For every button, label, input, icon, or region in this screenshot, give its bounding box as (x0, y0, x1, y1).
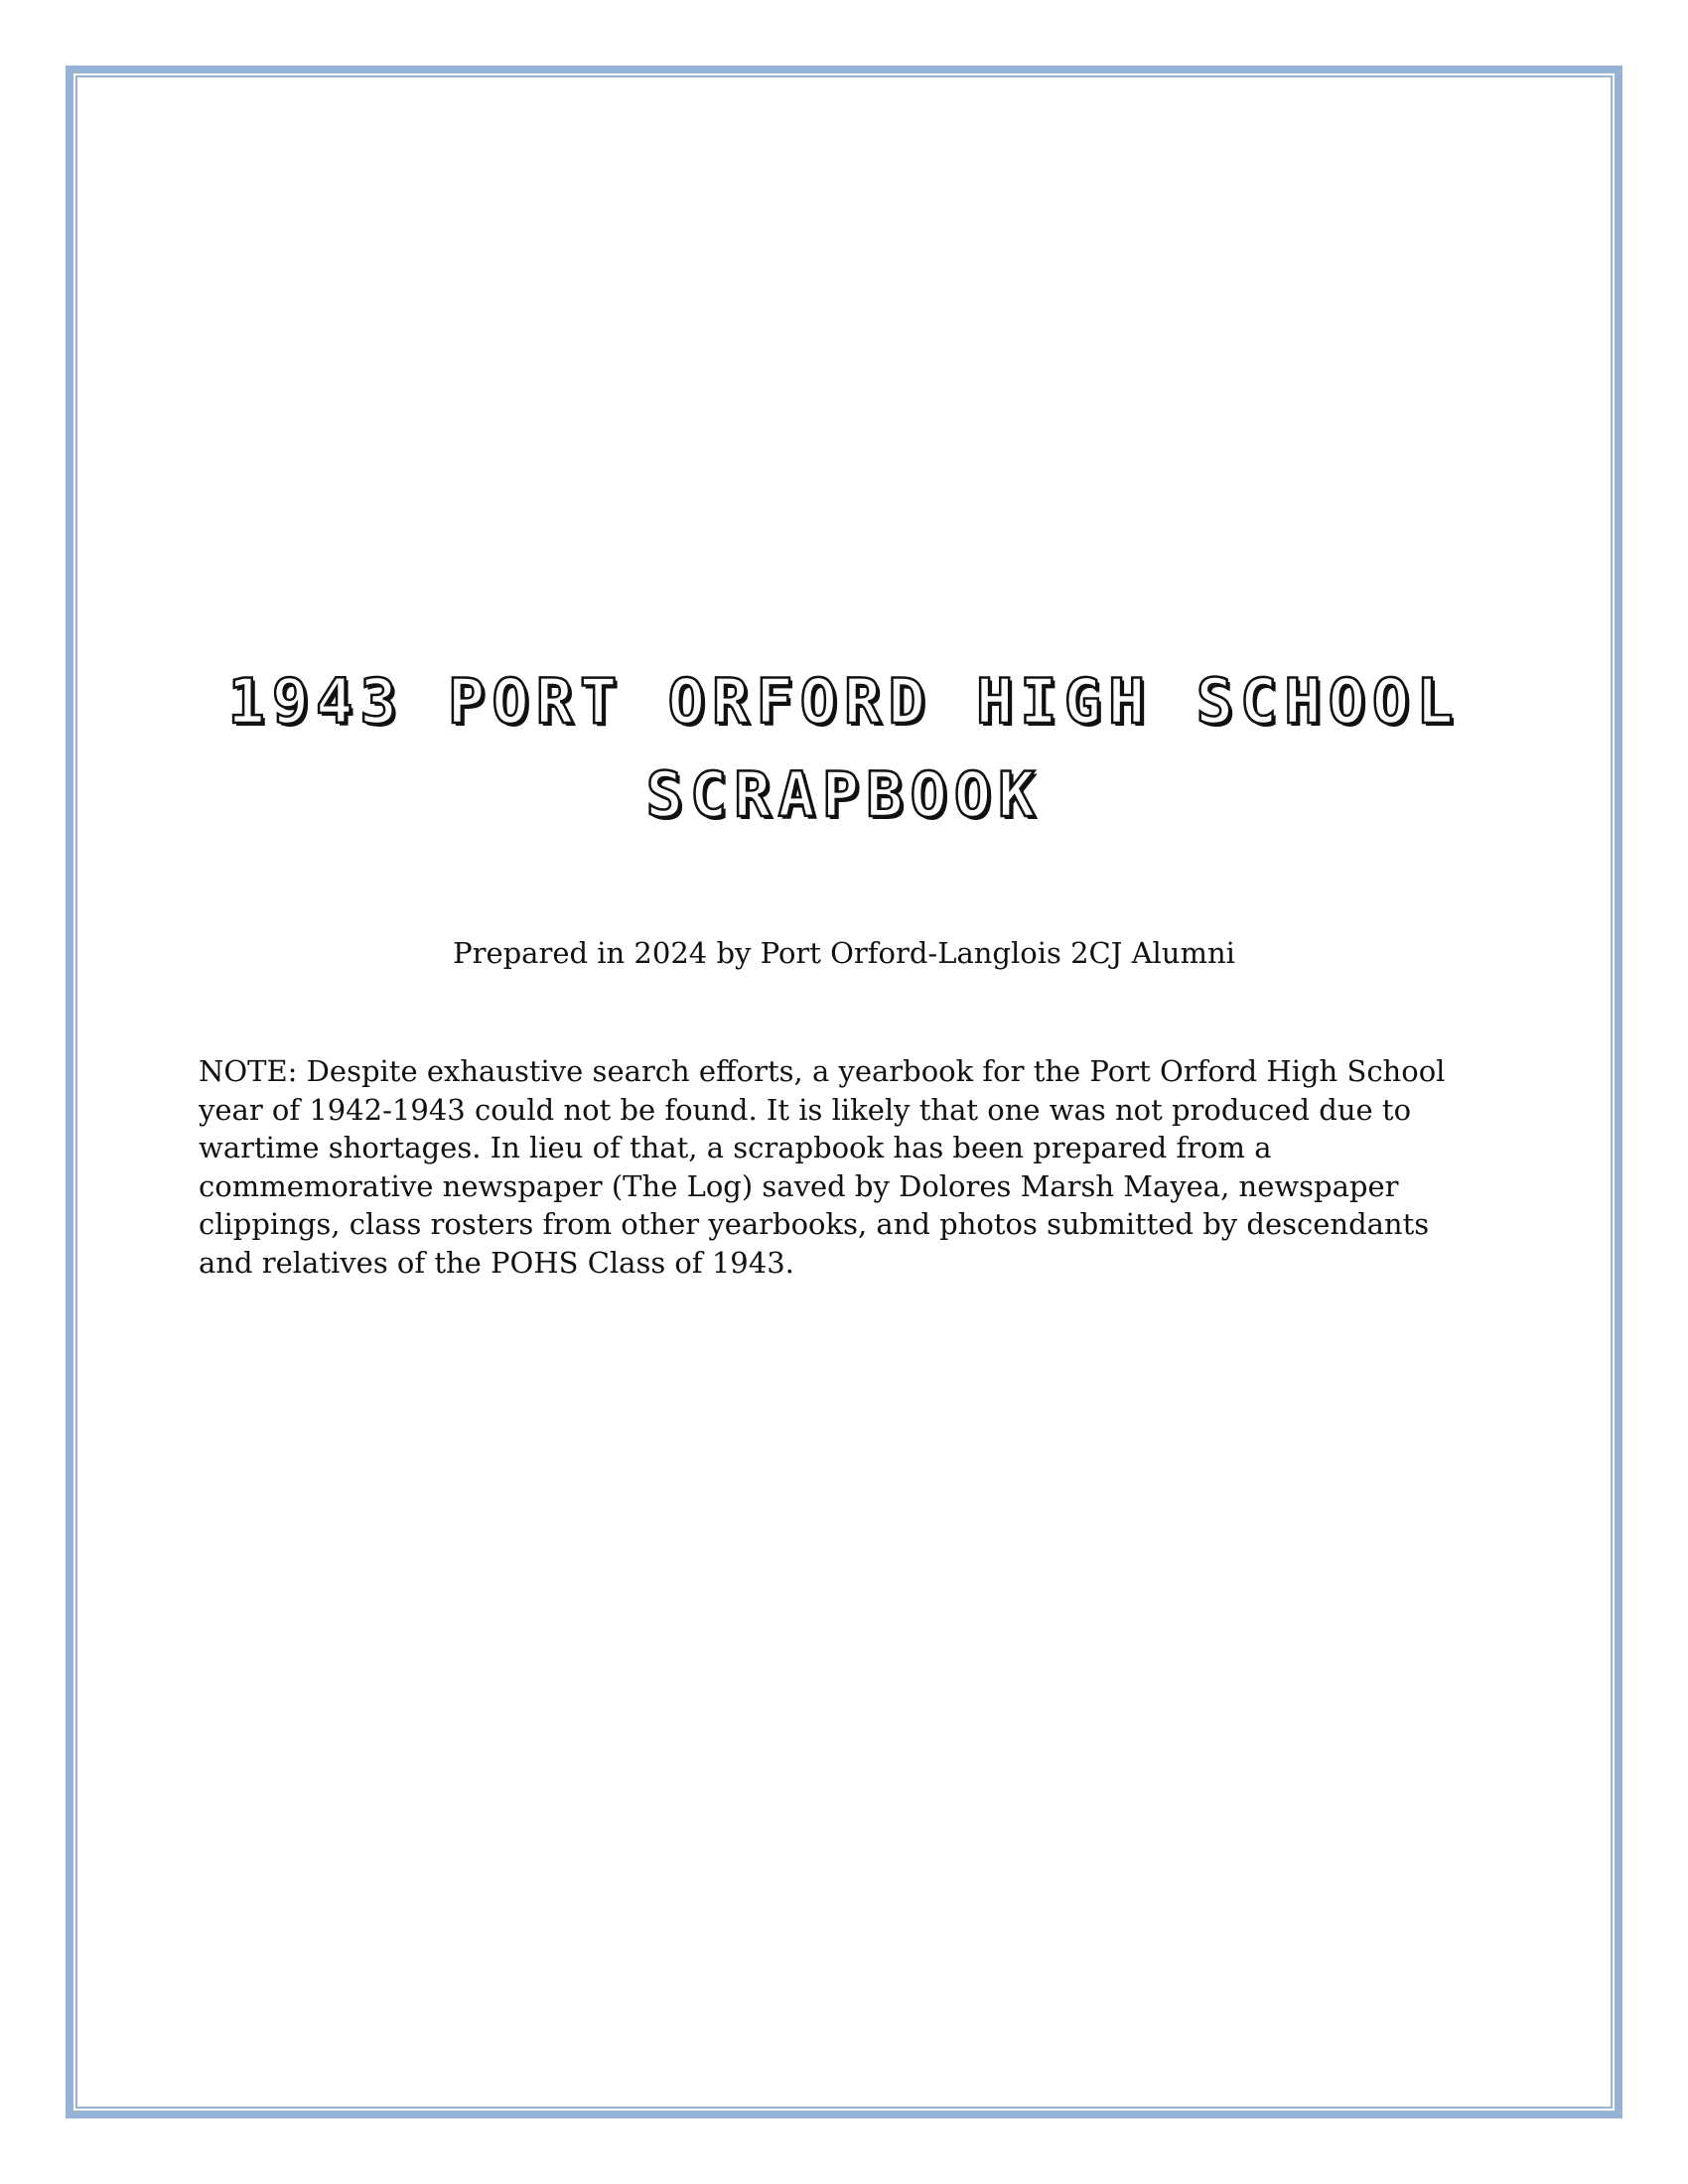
page-content (199, 655, 1489, 1280)
prepared-by-line: Prepared in 2024 by Port Orford-Langlois 2CJ Alumni (453, 936, 1235, 970)
note-paragraph: NOTE: Despite exhaustive search efforts, a yearbook for the Port Orford High School year of 1942-1943 could not be found. It is likely that one was not produced due to wartime shortages. In lieu of that, a scrapbook has been prepared from a commemorative newspaper (The Log) saved by Dolores Marsh Mayea, newspaper clippings, class rosters from other yearbooks, and photos submitted by descendants and relatives of the POHS Class of 1943. (199, 1054, 1446, 1280)
page-title: 1943 PORT ORFORD HIGH SCHOOL SCRAPBOOK (227, 665, 1461, 831)
